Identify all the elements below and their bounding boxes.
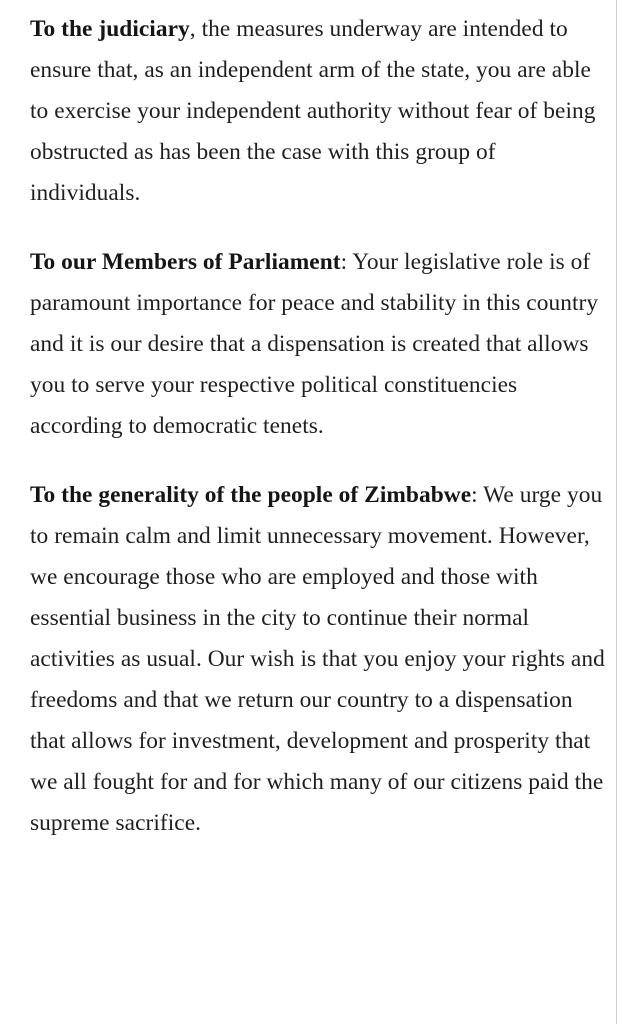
paragraph-lead: To our Members of Parliament xyxy=(30,249,341,275)
paragraph-lead: To the generality of the people of Zimbabwe xyxy=(30,482,472,508)
paragraph-body: : We urge you to remain calm and limit unnecessary movement. However, we encourage those who are employed and those with essential business in the city to continue their normal activities as usual. Our wish is that you enjoy your rights and freedoms and that we return our country to a dispensation that allows for investment, development and prosperity that we all fought for and for which many of our citizens paid the supreme sacrifice. xyxy=(30,482,605,836)
paragraph-judiciary xyxy=(30,9,605,214)
paragraph-lead: To the judiciary xyxy=(30,16,190,42)
paragraph-body: : Your legislative role is of paramount importance for peace and stability in this country and it is our desire that a dispensation is created that allows you to serve your respective political constituencies according to democratic tenets. xyxy=(30,249,599,439)
paragraph-parliament xyxy=(30,242,605,447)
paragraph-people xyxy=(30,475,605,844)
paragraph-body: , the measures underway are intended to ensure that, as an independent arm of the state, you are able to exercise your independent authority without fear of being obstructed as has been the case with this group of individuals. xyxy=(30,16,596,206)
